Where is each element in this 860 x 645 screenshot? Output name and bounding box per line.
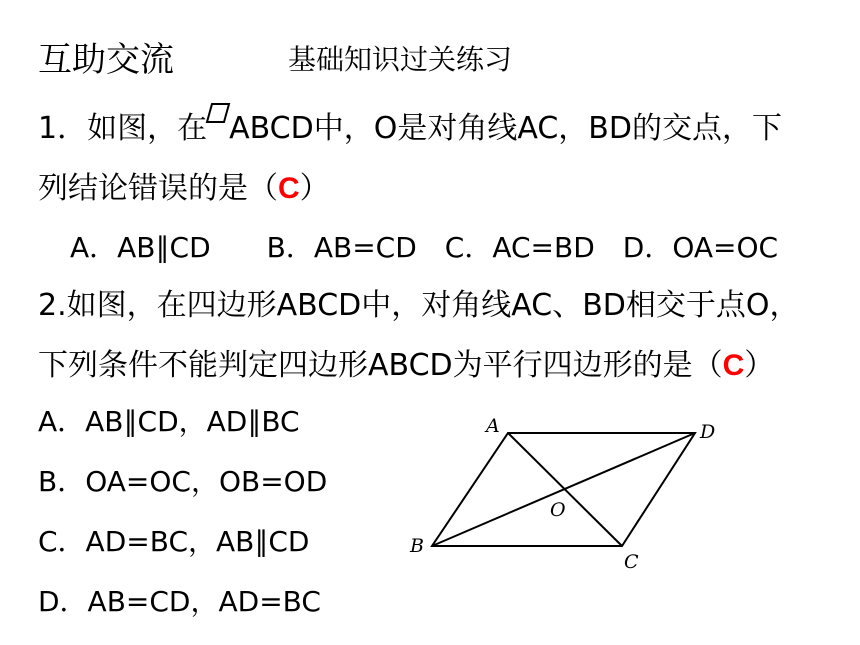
- label-o: O: [550, 499, 566, 521]
- page-title: 互助交流: [38, 40, 174, 80]
- parallelogram-icon: [207, 118, 227, 138]
- q2-line2: [38, 340, 774, 384]
- q2-option-b: B．OA=OC，OB=OD: [38, 465, 328, 498]
- q2-option-d: D．AB=CD，AD=BC: [38, 585, 321, 618]
- q1-line2-suffix: ）: [299, 171, 330, 206]
- q2-line2-suffix: ）: [744, 348, 775, 383]
- q1-line1: [38, 103, 782, 147]
- q1-options: A．AB∥CD B．AB=CD C．AC=BD D．OA=OC: [70, 231, 779, 264]
- q1-line1-prefix: 1．如图，在: [38, 111, 208, 146]
- q1-line1-text: ABCD中，O是对角线AC，BD的交点，下: [229, 111, 782, 146]
- q2-answer: C: [722, 349, 745, 382]
- page-subtitle: 基础知识过关练习: [288, 43, 513, 76]
- label-b: B: [410, 535, 424, 557]
- q1-line2-prefix: 列结论错误的是（: [38, 171, 278, 206]
- parallelogram-figure: [400, 408, 740, 578]
- label-d: D: [700, 421, 716, 443]
- q2-option-c: C．AD=BC，AB∥CD: [38, 525, 310, 558]
- q2-line2-prefix: 下列条件不能判定四边形ABCD为平行四边形的是（: [38, 348, 723, 383]
- q2-line1: 2.如图，在四边形ABCD中，对角线AC、BD相交于点O，: [38, 288, 800, 323]
- q2-option-a: A．AB∥CD，AD∥BC: [38, 405, 300, 438]
- q1-line2: [38, 163, 330, 207]
- label-c: C: [624, 551, 639, 573]
- diagonal-bd: [432, 433, 695, 546]
- q1-answer: C: [278, 172, 300, 205]
- label-a: A: [486, 415, 500, 437]
